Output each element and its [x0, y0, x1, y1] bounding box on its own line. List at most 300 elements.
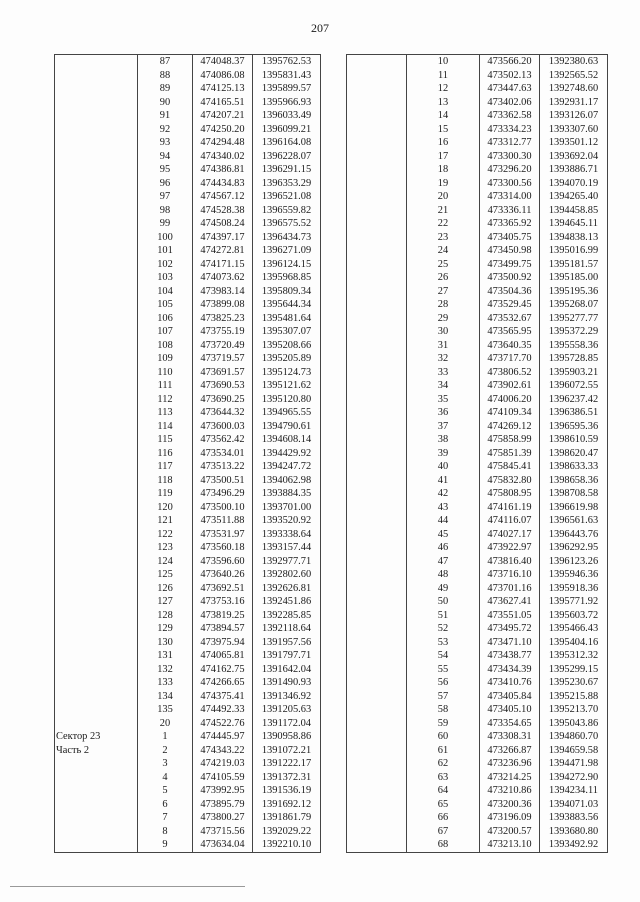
- y-coordinate-cell: 1394860.70: [540, 730, 608, 744]
- x-coordinate-cell: 474116.07: [480, 514, 540, 528]
- x-coordinate-cell: 473691.57: [193, 366, 253, 380]
- point-number-cell: 47: [407, 555, 480, 569]
- table-row: [55, 352, 321, 366]
- table-row: [55, 109, 321, 123]
- section-cell: [55, 69, 138, 83]
- section-cell: [55, 555, 138, 569]
- table-row: [55, 244, 321, 258]
- point-number-cell: 10: [407, 55, 480, 69]
- table-row: [55, 82, 321, 96]
- y-coordinate-cell: 1395899.57: [253, 82, 321, 96]
- section-cell: [55, 244, 138, 258]
- table-row: [55, 136, 321, 150]
- point-number-cell: 17: [407, 150, 480, 164]
- point-number-cell: 48: [407, 568, 480, 582]
- y-coordinate-cell: 1395372.29: [540, 325, 608, 339]
- section-cell: [347, 595, 407, 609]
- point-number-cell: 55: [407, 663, 480, 677]
- point-number-cell: 94: [138, 150, 193, 164]
- table-row: [55, 528, 321, 542]
- section-cell: [55, 514, 138, 528]
- section-cell: [347, 838, 407, 852]
- section-cell: [55, 771, 138, 785]
- section-cell: [55, 379, 138, 393]
- section-cell: [55, 393, 138, 407]
- x-coordinate-cell: 473362.58: [480, 109, 540, 123]
- section-cell: [347, 460, 407, 474]
- table-row: [55, 285, 321, 299]
- y-coordinate-cell: 1396099.21: [253, 123, 321, 137]
- x-coordinate-cell: 473560.18: [193, 541, 253, 555]
- y-coordinate-cell: 1393680.80: [540, 825, 608, 839]
- section-cell: [55, 217, 138, 231]
- point-number-cell: 37: [407, 420, 480, 434]
- section-cell: [55, 271, 138, 285]
- x-coordinate-cell: 473825.23: [193, 312, 253, 326]
- point-number-cell: 97: [138, 190, 193, 204]
- table-row: [347, 258, 608, 272]
- point-number-cell: 66: [407, 811, 480, 825]
- x-coordinate-cell: 473975.94: [193, 636, 253, 650]
- point-number-cell: 3: [138, 757, 193, 771]
- y-coordinate-cell: 1396443.76: [540, 528, 608, 542]
- section-cell: [347, 609, 407, 623]
- x-coordinate-cell: 473806.52: [480, 366, 540, 380]
- table-row: [55, 568, 321, 582]
- point-number-cell: 2: [138, 744, 193, 758]
- x-coordinate-cell: 473755.19: [193, 325, 253, 339]
- y-coordinate-cell: 1393501.12: [540, 136, 608, 150]
- y-coordinate-cell: 1394659.58: [540, 744, 608, 758]
- y-coordinate-cell: 1393886.71: [540, 163, 608, 177]
- section-cell: [347, 447, 407, 461]
- section-cell: [55, 474, 138, 488]
- point-number-cell: 45: [407, 528, 480, 542]
- x-coordinate-cell: 475845.41: [480, 460, 540, 474]
- section-cell: [55, 609, 138, 623]
- point-number-cell: 56: [407, 676, 480, 690]
- y-coordinate-cell: 1393883.56: [540, 811, 608, 825]
- y-coordinate-cell: 1395205.89: [253, 352, 321, 366]
- x-coordinate-cell: 473627.41: [480, 595, 540, 609]
- point-number-cell: 88: [138, 69, 193, 83]
- point-number-cell: 67: [407, 825, 480, 839]
- table-row: [347, 568, 608, 582]
- y-coordinate-cell: 1395903.21: [540, 366, 608, 380]
- y-coordinate-cell: 1395016.99: [540, 244, 608, 258]
- point-number-cell: 132: [138, 663, 193, 677]
- point-number-cell: 41: [407, 474, 480, 488]
- section-cell: [55, 582, 138, 596]
- x-coordinate-cell: 474086.08: [193, 69, 253, 83]
- point-number-cell: 28: [407, 298, 480, 312]
- x-coordinate-cell: 473334.23: [480, 123, 540, 137]
- y-coordinate-cell: 1394608.14: [253, 433, 321, 447]
- x-coordinate-cell: 473983.14: [193, 285, 253, 299]
- x-coordinate-cell: 473692.51: [193, 582, 253, 596]
- point-number-cell: 131: [138, 649, 193, 663]
- section-cell: [55, 663, 138, 677]
- x-coordinate-cell: 473300.30: [480, 150, 540, 164]
- table-row: [347, 663, 608, 677]
- point-number-cell: 39: [407, 447, 480, 461]
- x-coordinate-cell: 473213.10: [480, 838, 540, 852]
- point-number-cell: 113: [138, 406, 193, 420]
- table-row: [347, 366, 608, 380]
- section-cell: [55, 622, 138, 636]
- x-coordinate-cell: 474397.17: [193, 231, 253, 245]
- table-row: [347, 541, 608, 555]
- x-coordinate-cell: 474386.81: [193, 163, 253, 177]
- x-coordinate-cell: 473532.67: [480, 312, 540, 326]
- table-row: [55, 609, 321, 623]
- x-coordinate-cell: 473562.42: [193, 433, 253, 447]
- section-cell: [55, 636, 138, 650]
- section-cell: [55, 163, 138, 177]
- table-row: [347, 717, 608, 731]
- y-coordinate-cell: 1396124.15: [253, 258, 321, 272]
- y-coordinate-cell: 1395230.67: [540, 676, 608, 690]
- section-cell: [55, 204, 138, 218]
- table-row: [55, 447, 321, 461]
- table-row: [55, 420, 321, 434]
- section-cell: [55, 433, 138, 447]
- coordinates-table-right: [346, 54, 608, 853]
- table-row: [347, 420, 608, 434]
- table-row: [55, 595, 321, 609]
- page-number: 207: [311, 21, 329, 35]
- y-coordinate-cell: 1392029.22: [253, 825, 321, 839]
- point-number-cell: 54: [407, 649, 480, 663]
- section-cell: [347, 528, 407, 542]
- y-coordinate-cell: 1396271.09: [253, 244, 321, 258]
- point-number-cell: 134: [138, 690, 193, 704]
- section-cell: [55, 460, 138, 474]
- y-coordinate-cell: 1395299.15: [540, 663, 608, 677]
- point-number-cell: 52: [407, 622, 480, 636]
- table-row: [347, 393, 608, 407]
- point-number-cell: 38: [407, 433, 480, 447]
- x-coordinate-cell: 474162.75: [193, 663, 253, 677]
- y-coordinate-cell: 1394965.55: [253, 406, 321, 420]
- table-row: [55, 744, 321, 758]
- y-coordinate-cell: 1395809.34: [253, 285, 321, 299]
- table-row: [347, 730, 608, 744]
- point-number-cell: 100: [138, 231, 193, 245]
- point-number-cell: 65: [407, 798, 480, 812]
- x-coordinate-cell: 473214.25: [480, 771, 540, 785]
- y-coordinate-cell: 1396123.26: [540, 555, 608, 569]
- point-number-cell: 5: [138, 784, 193, 798]
- point-number-cell: 123: [138, 541, 193, 555]
- table-row: [347, 798, 608, 812]
- section-cell: [55, 487, 138, 501]
- table-row: [347, 406, 608, 420]
- point-number-cell: 135: [138, 703, 193, 717]
- table-row: [55, 811, 321, 825]
- point-number-cell: 133: [138, 676, 193, 690]
- x-coordinate-cell: 473895.79: [193, 798, 253, 812]
- y-coordinate-cell: 1393126.07: [540, 109, 608, 123]
- point-number-cell: 96: [138, 177, 193, 191]
- point-number-cell: 22: [407, 217, 480, 231]
- x-coordinate-cell: 473600.03: [193, 420, 253, 434]
- section-cell: [347, 339, 407, 353]
- x-coordinate-cell: 474027.17: [480, 528, 540, 542]
- section-cell: [55, 649, 138, 663]
- section-cell: [347, 636, 407, 650]
- point-number-cell: 114: [138, 420, 193, 434]
- section-cell: Часть 2: [55, 744, 138, 758]
- section-cell: [347, 771, 407, 785]
- y-coordinate-cell: 1395831.43: [253, 69, 321, 83]
- x-coordinate-cell: 473596.60: [193, 555, 253, 569]
- point-number-cell: 102: [138, 258, 193, 272]
- section-cell: [55, 312, 138, 326]
- point-number-cell: 58: [407, 703, 480, 717]
- point-number-cell: 120: [138, 501, 193, 515]
- table-row: [347, 433, 608, 447]
- section-cell: [347, 487, 407, 501]
- y-coordinate-cell: 1392931.17: [540, 96, 608, 110]
- point-number-cell: 110: [138, 366, 193, 380]
- table-row: [55, 217, 321, 231]
- table-row: [55, 771, 321, 785]
- section-cell: [55, 177, 138, 191]
- table-row: [55, 717, 321, 731]
- table-row: [55, 69, 321, 83]
- point-number-cell: 128: [138, 609, 193, 623]
- x-coordinate-cell: 474266.65: [193, 676, 253, 690]
- y-coordinate-cell: 1396033.49: [253, 109, 321, 123]
- section-cell: [55, 258, 138, 272]
- section-cell: [347, 663, 407, 677]
- table-row: [347, 622, 608, 636]
- table-row: [55, 123, 321, 137]
- y-coordinate-cell: 1394234.11: [540, 784, 608, 798]
- y-coordinate-cell: 1395213.70: [540, 703, 608, 717]
- section-cell: [55, 123, 138, 137]
- y-coordinate-cell: 1394265.40: [540, 190, 608, 204]
- x-coordinate-cell: 474073.62: [193, 271, 253, 285]
- table-row: [347, 703, 608, 717]
- table-row: [347, 271, 608, 285]
- section-cell: [55, 82, 138, 96]
- y-coordinate-cell: 1394071.03: [540, 798, 608, 812]
- point-number-cell: 60: [407, 730, 480, 744]
- section-cell: [55, 703, 138, 717]
- point-number-cell: 95: [138, 163, 193, 177]
- y-coordinate-cell: 1396164.08: [253, 136, 321, 150]
- x-coordinate-cell: 473531.97: [193, 528, 253, 542]
- y-coordinate-cell: 1395208.66: [253, 339, 321, 353]
- section-cell: [347, 163, 407, 177]
- x-coordinate-cell: 474567.12: [193, 190, 253, 204]
- table-row: [347, 487, 608, 501]
- section-cell: [55, 339, 138, 353]
- y-coordinate-cell: 1392802.60: [253, 568, 321, 582]
- point-number-cell: 98: [138, 204, 193, 218]
- x-coordinate-cell: 473720.49: [193, 339, 253, 353]
- point-number-cell: 63: [407, 771, 480, 785]
- x-coordinate-cell: 473312.77: [480, 136, 540, 150]
- y-coordinate-cell: 1391692.12: [253, 798, 321, 812]
- point-number-cell: 23: [407, 231, 480, 245]
- table-row: [347, 325, 608, 339]
- table-row: [347, 690, 608, 704]
- x-coordinate-cell: 473266.87: [480, 744, 540, 758]
- y-coordinate-cell: 1395120.80: [253, 393, 321, 407]
- section-cell: [347, 379, 407, 393]
- table-row: [347, 514, 608, 528]
- x-coordinate-cell: 473405.84: [480, 690, 540, 704]
- section-cell: [347, 55, 407, 69]
- section-cell: [347, 568, 407, 582]
- table-row: [347, 825, 608, 839]
- section-cell: [347, 541, 407, 555]
- y-coordinate-cell: 1394790.61: [253, 420, 321, 434]
- point-number-cell: 118: [138, 474, 193, 488]
- x-coordinate-cell: 473716.10: [480, 568, 540, 582]
- table-row: [55, 474, 321, 488]
- section-cell: [347, 744, 407, 758]
- x-coordinate-cell: 473471.10: [480, 636, 540, 650]
- section-cell: [347, 109, 407, 123]
- x-coordinate-cell: 473502.13: [480, 69, 540, 83]
- point-number-cell: 108: [138, 339, 193, 353]
- point-number-cell: 115: [138, 433, 193, 447]
- section-cell: [347, 676, 407, 690]
- x-coordinate-cell: 473336.11: [480, 204, 540, 218]
- section-cell: [55, 757, 138, 771]
- x-coordinate-cell: 473640.26: [193, 568, 253, 582]
- x-coordinate-cell: 474219.03: [193, 757, 253, 771]
- point-number-cell: 129: [138, 622, 193, 636]
- table-row: [347, 811, 608, 825]
- point-number-cell: 20: [407, 190, 480, 204]
- point-number-cell: 87: [138, 55, 193, 69]
- section-cell: [55, 717, 138, 731]
- y-coordinate-cell: 1396292.95: [540, 541, 608, 555]
- x-coordinate-cell: 475832.80: [480, 474, 540, 488]
- table-row: [347, 163, 608, 177]
- point-number-cell: 90: [138, 96, 193, 110]
- point-number-cell: 122: [138, 528, 193, 542]
- table-row: [55, 190, 321, 204]
- section-cell: [347, 325, 407, 339]
- x-coordinate-cell: 473640.35: [480, 339, 540, 353]
- y-coordinate-cell: 1396072.55: [540, 379, 608, 393]
- table-row: [55, 757, 321, 771]
- point-number-cell: 26: [407, 271, 480, 285]
- x-coordinate-cell: 475808.95: [480, 487, 540, 501]
- point-number-cell: 35: [407, 393, 480, 407]
- x-coordinate-cell: 473511.88: [193, 514, 253, 528]
- x-coordinate-cell: 473565.95: [480, 325, 540, 339]
- section-cell: [55, 690, 138, 704]
- coordinates-table-left: [54, 54, 321, 853]
- table-row: [347, 757, 608, 771]
- y-coordinate-cell: 1391222.17: [253, 757, 321, 771]
- table-row: [347, 285, 608, 299]
- section-cell: [347, 352, 407, 366]
- point-number-cell: 62: [407, 757, 480, 771]
- y-coordinate-cell: 1396561.63: [540, 514, 608, 528]
- point-number-cell: 14: [407, 109, 480, 123]
- x-coordinate-cell: 474492.33: [193, 703, 253, 717]
- point-number-cell: 117: [138, 460, 193, 474]
- x-coordinate-cell: 473296.20: [480, 163, 540, 177]
- x-coordinate-cell: 473354.65: [480, 717, 540, 731]
- point-number-cell: 40: [407, 460, 480, 474]
- y-coordinate-cell: 1394471.98: [540, 757, 608, 771]
- point-number-cell: 15: [407, 123, 480, 137]
- y-coordinate-cell: 1394062.98: [253, 474, 321, 488]
- x-coordinate-cell: 473902.61: [480, 379, 540, 393]
- point-number-cell: 104: [138, 285, 193, 299]
- section-cell: [55, 838, 138, 852]
- y-coordinate-cell: 1393701.00: [253, 501, 321, 515]
- table-row: [347, 352, 608, 366]
- x-coordinate-cell: 473500.51: [193, 474, 253, 488]
- point-number-cell: 9: [138, 838, 193, 852]
- table-row: [55, 501, 321, 515]
- point-number-cell: 32: [407, 352, 480, 366]
- x-coordinate-cell: 474165.51: [193, 96, 253, 110]
- x-coordinate-cell: 473894.57: [193, 622, 253, 636]
- section-cell: [347, 433, 407, 447]
- y-coordinate-cell: 1391372.31: [253, 771, 321, 785]
- x-coordinate-cell: 473314.00: [480, 190, 540, 204]
- table-row: [55, 271, 321, 285]
- table-row: [347, 838, 608, 852]
- y-coordinate-cell: 1394645.11: [540, 217, 608, 231]
- x-coordinate-cell: 473410.76: [480, 676, 540, 690]
- x-coordinate-cell: 473405.10: [480, 703, 540, 717]
- table-row: [347, 636, 608, 650]
- x-coordinate-cell: 474065.81: [193, 649, 253, 663]
- table-row: [347, 784, 608, 798]
- point-number-cell: 103: [138, 271, 193, 285]
- y-coordinate-cell: 1394429.92: [253, 447, 321, 461]
- point-number-cell: 30: [407, 325, 480, 339]
- section-cell: [347, 649, 407, 663]
- y-coordinate-cell: 1395644.34: [253, 298, 321, 312]
- section-cell: [55, 420, 138, 434]
- x-coordinate-cell: 473715.56: [193, 825, 253, 839]
- section-cell: [55, 811, 138, 825]
- point-number-cell: 20: [138, 717, 193, 731]
- section-cell: [347, 231, 407, 245]
- table-row: [55, 231, 321, 245]
- y-coordinate-cell: 1393692.04: [540, 150, 608, 164]
- point-number-cell: 127: [138, 595, 193, 609]
- y-coordinate-cell: 1391861.79: [253, 811, 321, 825]
- point-number-cell: 6: [138, 798, 193, 812]
- point-number-cell: 51: [407, 609, 480, 623]
- table-row: [55, 703, 321, 717]
- point-number-cell: 19: [407, 177, 480, 191]
- x-coordinate-cell: 473405.75: [480, 231, 540, 245]
- x-coordinate-cell: 473447.63: [480, 82, 540, 96]
- point-number-cell: 130: [138, 636, 193, 650]
- y-coordinate-cell: 1392565.52: [540, 69, 608, 83]
- table-row: [347, 595, 608, 609]
- y-coordinate-cell: 1398633.33: [540, 460, 608, 474]
- section-cell: [347, 406, 407, 420]
- section-cell: Сектор 23: [55, 730, 138, 744]
- section-cell: [347, 150, 407, 164]
